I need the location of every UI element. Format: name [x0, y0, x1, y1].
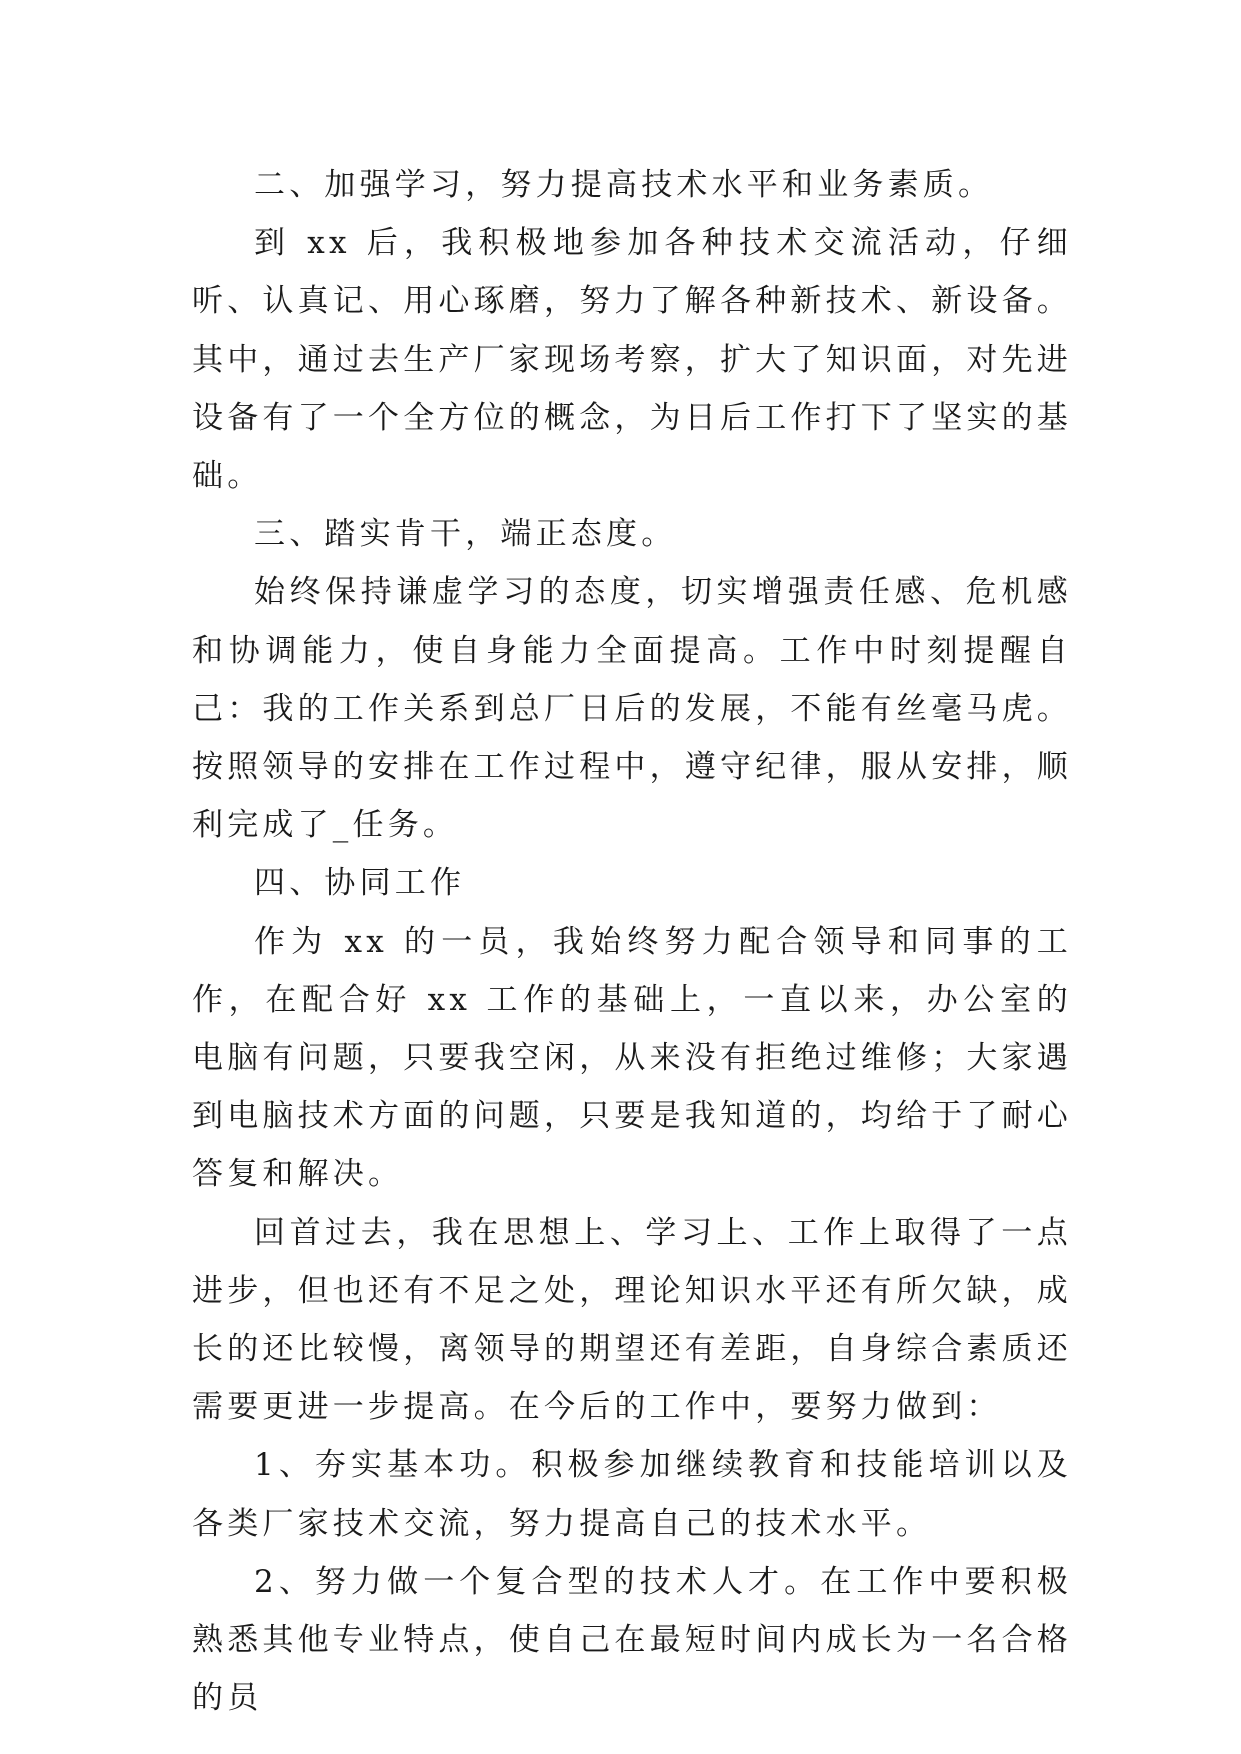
list-item-1: 1、夯实基本功。积极参加继续教育和技能培训以及各类厂家技术交流，努力提高自己的技术水平。	[192, 1447, 1072, 1542]
section-heading-4: 四、协同工作	[254, 865, 466, 902]
paragraph-learning: 到 xx 后，我积极地参加各种技术交流活动，仔细听、认真记、用心琢磨，努力了解各种新技术、新设备。其中，通过去生产厂家现场考察，扩大了知识面，对先进设备有了一个全方位的概念，为日后工作打下了坚实的基础。	[192, 225, 1072, 495]
paragraph-review: 回首过去，我在思想上、学习上、工作上取得了一点进步，但也还有不足之处，理论知识水平还有所欠缺，成长的还比较慢，离领导的期望还有差距，自身综合素质还需要更进一步提高。在今后的工作中，要努力做到：	[192, 1214, 1072, 1426]
section-heading-2: 二、加强学习，努力提高技术水平和业务素质。	[254, 167, 994, 203]
paragraph-attitude: 始终保持谦虚学习的态度，切实增强责任感、危机感和协调能力，使自身能力全面提高。工作中时刻提醒自己：我的工作关系到总厂日后的发展，不能有丝毫马虎。按照领导的安排在工作过程中，遵守纪律，服从安排，顺利完成了_任务。	[192, 574, 1072, 844]
paragraph-cooperation: 作为 xx 的一员，我始终努力配合领导和同事的工作，在配合好 xx 工作的基础上，一直以来，办公室的电脑有问题，只要我空闲，从来没有拒绝过维修；大家遇到电脑技术方面的问题，只要是我知道的，均给于了耐心答复和解决。	[192, 923, 1072, 1193]
list-item-2: 2、努力做一个复合型的技术人才。在工作中要积极熟悉其他专业特点，使自己在最短时间内成长为一名合格的员	[192, 1563, 1072, 1717]
document-body	[192, 156, 1072, 1727]
section-heading-3: 三、踏实肯干，端正态度。	[254, 516, 677, 553]
